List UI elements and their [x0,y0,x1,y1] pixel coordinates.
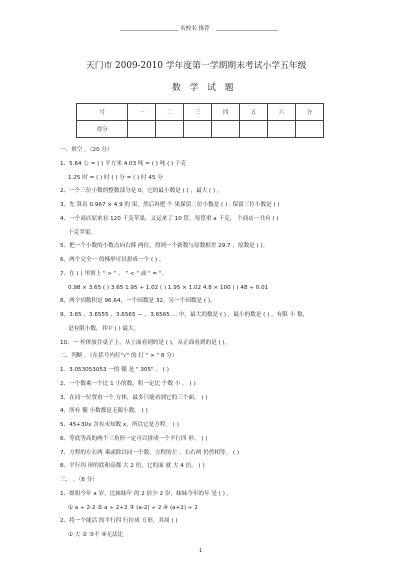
question-line: 6、两个完全一 的梯形可以拼成一个 ( ) 。 [60,257,165,263]
section-heading-judge: 二、判断 。（在括号内打"√" 的 打 " × " 8 分） [60,353,178,359]
score-header-cell: 四 [212,104,240,121]
exam-subtitle: 数 学 试 题 [172,83,237,93]
question-line: 1、姐姐今年 a 岁，比妹妹年 的 2 倍少 2 岁，妹妹今年的年 是 ( ) 。 [60,491,233,497]
question-line: 7、在 ( ) 里填上 " > " 、 " < " 或 " = "。 [60,271,168,277]
section-heading-fill-blank: 一、填空 。（20 分） [60,147,113,153]
score-table [76,103,324,138]
question-line: 0.98 × 3.65 ( ) 3.65 1.95 ÷ 1.02 ( ) 1.95 × 1.02 4.8 × 100 ( ) 48 ÷ 0.01 [68,285,269,291]
header-rule-right [216,30,278,31]
score-cell [212,121,240,138]
question-line: 9、3.65 、3.6555 、3.6565 — 、3.6565 … 中，最大的数是 ( ) ，最小的数是 ( ) ，有限 小 数， [60,312,309,318]
score-cell [240,121,268,138]
score-header-cell: 五 [240,104,268,121]
question-line: 3、在同一位置看一个 方体，最多只能看到它的三个面。 ( ) [60,395,208,401]
question-line: 4、所有 循 小数都是无限小数。 ( ) [60,408,148,414]
question-line: 1.25 时 = ( ) 时 ( ) 分 = ( ) 时 45 分 [68,175,163,181]
question-line: 4、一个商店原来有 120 千克苹果，又运来了 10 筐，每筐重 a 千克， 个商店一共有 ( ) [60,216,279,222]
question-line: 2、一个数乘一个比 1 小的数，积一定比 个数 小 。 ( ) [60,381,196,387]
question-line: ① 大 ② ③不 ④无法比 [68,532,124,538]
question-line: 2、一个三位小数的整数部分是 0，它的最小数是 ( ) ，最大 ( ) 。 [60,188,223,194]
exam-title: 天门市 2009-2010 学年度第一学期期末考试小学五年级 [86,61,307,71]
score-cell [156,121,184,138]
question-line: 1、5.64 公 = ( ) 平方米 4.03 吨 = ( ) 吨 ( ) 千克 [60,161,187,167]
score-header-cell: 二 [156,104,184,121]
question-line: 千克苹果。 [68,230,96,236]
question-line: 5、45+30x 含有未知数 x，所以它是方程。 ( ) [60,422,179,428]
score-cell [268,121,296,138]
score-table-header-row [77,104,324,121]
score-header-cell: 三 [184,104,212,121]
header-text: 名校名 推荐 [180,26,210,32]
score-header-cell: 分 [295,104,323,121]
score-cell [295,121,323,138]
score-header-cell: 号 [77,104,128,121]
score-row-label: 得分 [77,121,128,138]
page-number: 1 [199,548,203,554]
question-line: 1．3.053053053 一的 循 是 " 305" 。 ( ) [60,367,169,373]
question-line: 7、方程的左右两 乘或除以同一个数，方程的左 ，右右两 仍然相等。 ( ) [60,450,240,456]
question-line: ① a ÷ 2-2 ② a ÷ 2+2 ③ (a-2) ÷ 2 ④ (a+2) ÷ 2 [68,505,198,511]
score-cell [128,121,156,138]
score-header-cell: 一 [128,104,156,121]
question-line: 2、将一个能活 的平行四 行拉成 方形，其周 ( ) [60,518,178,524]
question-line: 3、先 算出 0.967 × 4.9 的 果，然后再把 个 果保留二位小数是 ( ) . 保留三位小数是 ( ) [60,202,280,208]
score-table-score-row [77,121,324,138]
question-line: 10、一 柱体放在桌子上，从上面看到的是 ( )，从正面看到的是 ( )。 [60,340,231,346]
score-cell [184,121,212,138]
question-line: 是有限小数，其中 ( ) 最大。 [68,326,140,332]
question-line: 5、把一个小数的小数点向右移 两位，得到一个新数与原数相差 29.7 ，原数是 ( )。 [60,243,269,249]
question-line: 8、两个因数积是 96.64，一个因数是 32，另一个因数是 ( )。 [60,298,216,304]
section-heading-choice: 三、 。（6 分） [60,477,98,483]
question-line: 8、平行四 形的底和高都 大 2 倍，它的面 就 大 4 倍。 ( ) [60,463,205,469]
header-rule-left [120,30,178,31]
question-line: 6、等底等高的两个三角形一定可以拼成一个平行四 形。 ( ) [60,436,208,442]
score-header-cell: 六 [268,104,296,121]
